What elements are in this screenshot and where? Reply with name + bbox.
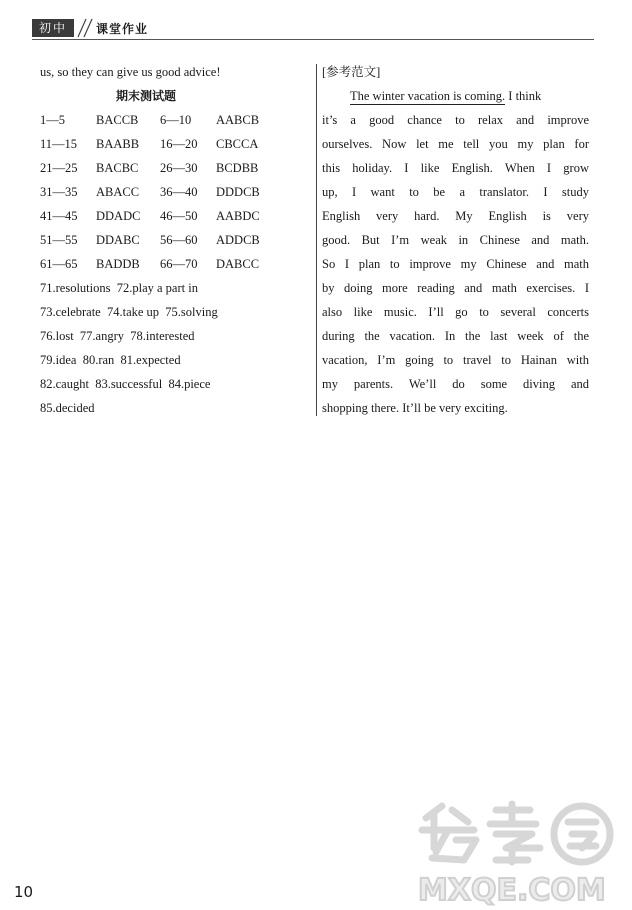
answer-row — [40, 180, 302, 204]
watermark-logo — [412, 800, 622, 908]
question-range: 31—35 — [40, 185, 78, 199]
word-answer-line: 85.decided — [40, 401, 95, 415]
essay-label: [参考范文] — [322, 65, 381, 79]
multiple-choice-answers — [40, 108, 302, 276]
answer-row — [40, 204, 302, 228]
essay-line: by doing more reading and math exercises. I — [322, 281, 589, 295]
answer-row — [40, 108, 302, 132]
essay-line: So I plan to improve my Chinese and math — [322, 257, 589, 271]
answer-key: CBCCA — [216, 137, 259, 151]
answer-key: DDADC — [96, 209, 141, 223]
word-answer-line: 73.celebrate 74.take up 75.solving — [40, 305, 218, 319]
essay-line: up, I want to be a translator. I study — [322, 185, 589, 199]
question-range: 26—30 — [160, 161, 198, 175]
section-heading: 期末测试题 — [115, 89, 176, 103]
essay-line: English very hard. My English is very — [322, 209, 589, 223]
page-number: 10 — [14, 883, 34, 901]
grade-tag: 初中 — [32, 19, 74, 37]
answer-key: BACCB — [96, 113, 139, 127]
question-range: 61—65 — [40, 257, 78, 271]
header-title: 课堂作业 — [96, 22, 149, 36]
question-range: 51—55 — [40, 233, 78, 247]
essay-line: shopping there. It’ll be very exciting. — [322, 401, 508, 415]
answer-key: DDDCB — [216, 185, 260, 199]
header-rule — [32, 39, 594, 40]
answer-key: BACBC — [96, 161, 139, 175]
double-chevron-icon — [76, 17, 96, 39]
column-divider — [316, 64, 317, 416]
answer-key: BCDBB — [216, 161, 259, 175]
word-answer-line: 71.resolutions 72.play a part in — [40, 281, 198, 295]
answer-row — [40, 132, 302, 156]
question-range: 41—45 — [40, 209, 78, 223]
word-answer-line: 79.idea 80.ran 81.expected — [40, 353, 181, 367]
word-answers — [40, 276, 302, 420]
question-range: 21—25 — [40, 161, 78, 175]
answer-key: BAABB — [96, 137, 140, 151]
continuation-line: us, so they can give us good advice! — [40, 65, 221, 79]
question-range: 1—5 — [40, 113, 65, 127]
essay-line — [322, 84, 589, 108]
answer-key: DDABC — [96, 233, 140, 247]
answer-key: DABCC — [216, 257, 260, 271]
essay-line: ourselves. Now let me tell you my plan for — [322, 137, 589, 151]
essay-line: also like music. I’ll go to several concerts — [322, 305, 589, 319]
answer-row — [40, 156, 302, 180]
answer-row — [40, 252, 302, 276]
model-essay — [322, 60, 589, 420]
question-range: 56—60 — [160, 233, 198, 247]
answer-row — [40, 228, 302, 252]
answer-key: AABDC — [216, 209, 260, 223]
essay-line: this holiday. I like English. When I grow — [322, 161, 589, 175]
essay-line: my parents. We’ll do some diving and — [322, 377, 589, 391]
question-range: 6—10 — [160, 113, 192, 127]
question-range: 16—20 — [160, 137, 198, 151]
essay-first-line-rest: I think — [505, 89, 542, 103]
essay-line: good. But I’m weak in Chinese and math. — [322, 233, 589, 247]
page-header — [32, 16, 594, 40]
answer-key: BADDB — [96, 257, 140, 271]
word-answer-line: 82.caught 83.successful 84.piece — [40, 377, 211, 391]
essay-line: it’s a good chance to relax and improve — [322, 113, 589, 127]
question-range: 46—50 — [160, 209, 198, 223]
word-answer-line: 76.lost 77.angry 78.interested — [40, 329, 195, 343]
essay-underlined-sentence: The winter vacation is coming. — [350, 89, 506, 103]
question-range: 36—40 — [160, 185, 198, 199]
answer-key: ABACC — [96, 185, 140, 199]
question-range: 11—15 — [40, 137, 78, 151]
answer-key: AABCB — [216, 113, 260, 127]
essay-line: vacation, I’m going to travel to Hainan with — [322, 353, 589, 367]
answer-key: ADDCB — [216, 233, 260, 247]
question-range: 66—70 — [160, 257, 198, 271]
essay-line: during the vacation. In the last week of the — [322, 329, 589, 343]
watermark-url: MXQE.COM — [418, 873, 606, 908]
answer-column — [40, 60, 302, 420]
